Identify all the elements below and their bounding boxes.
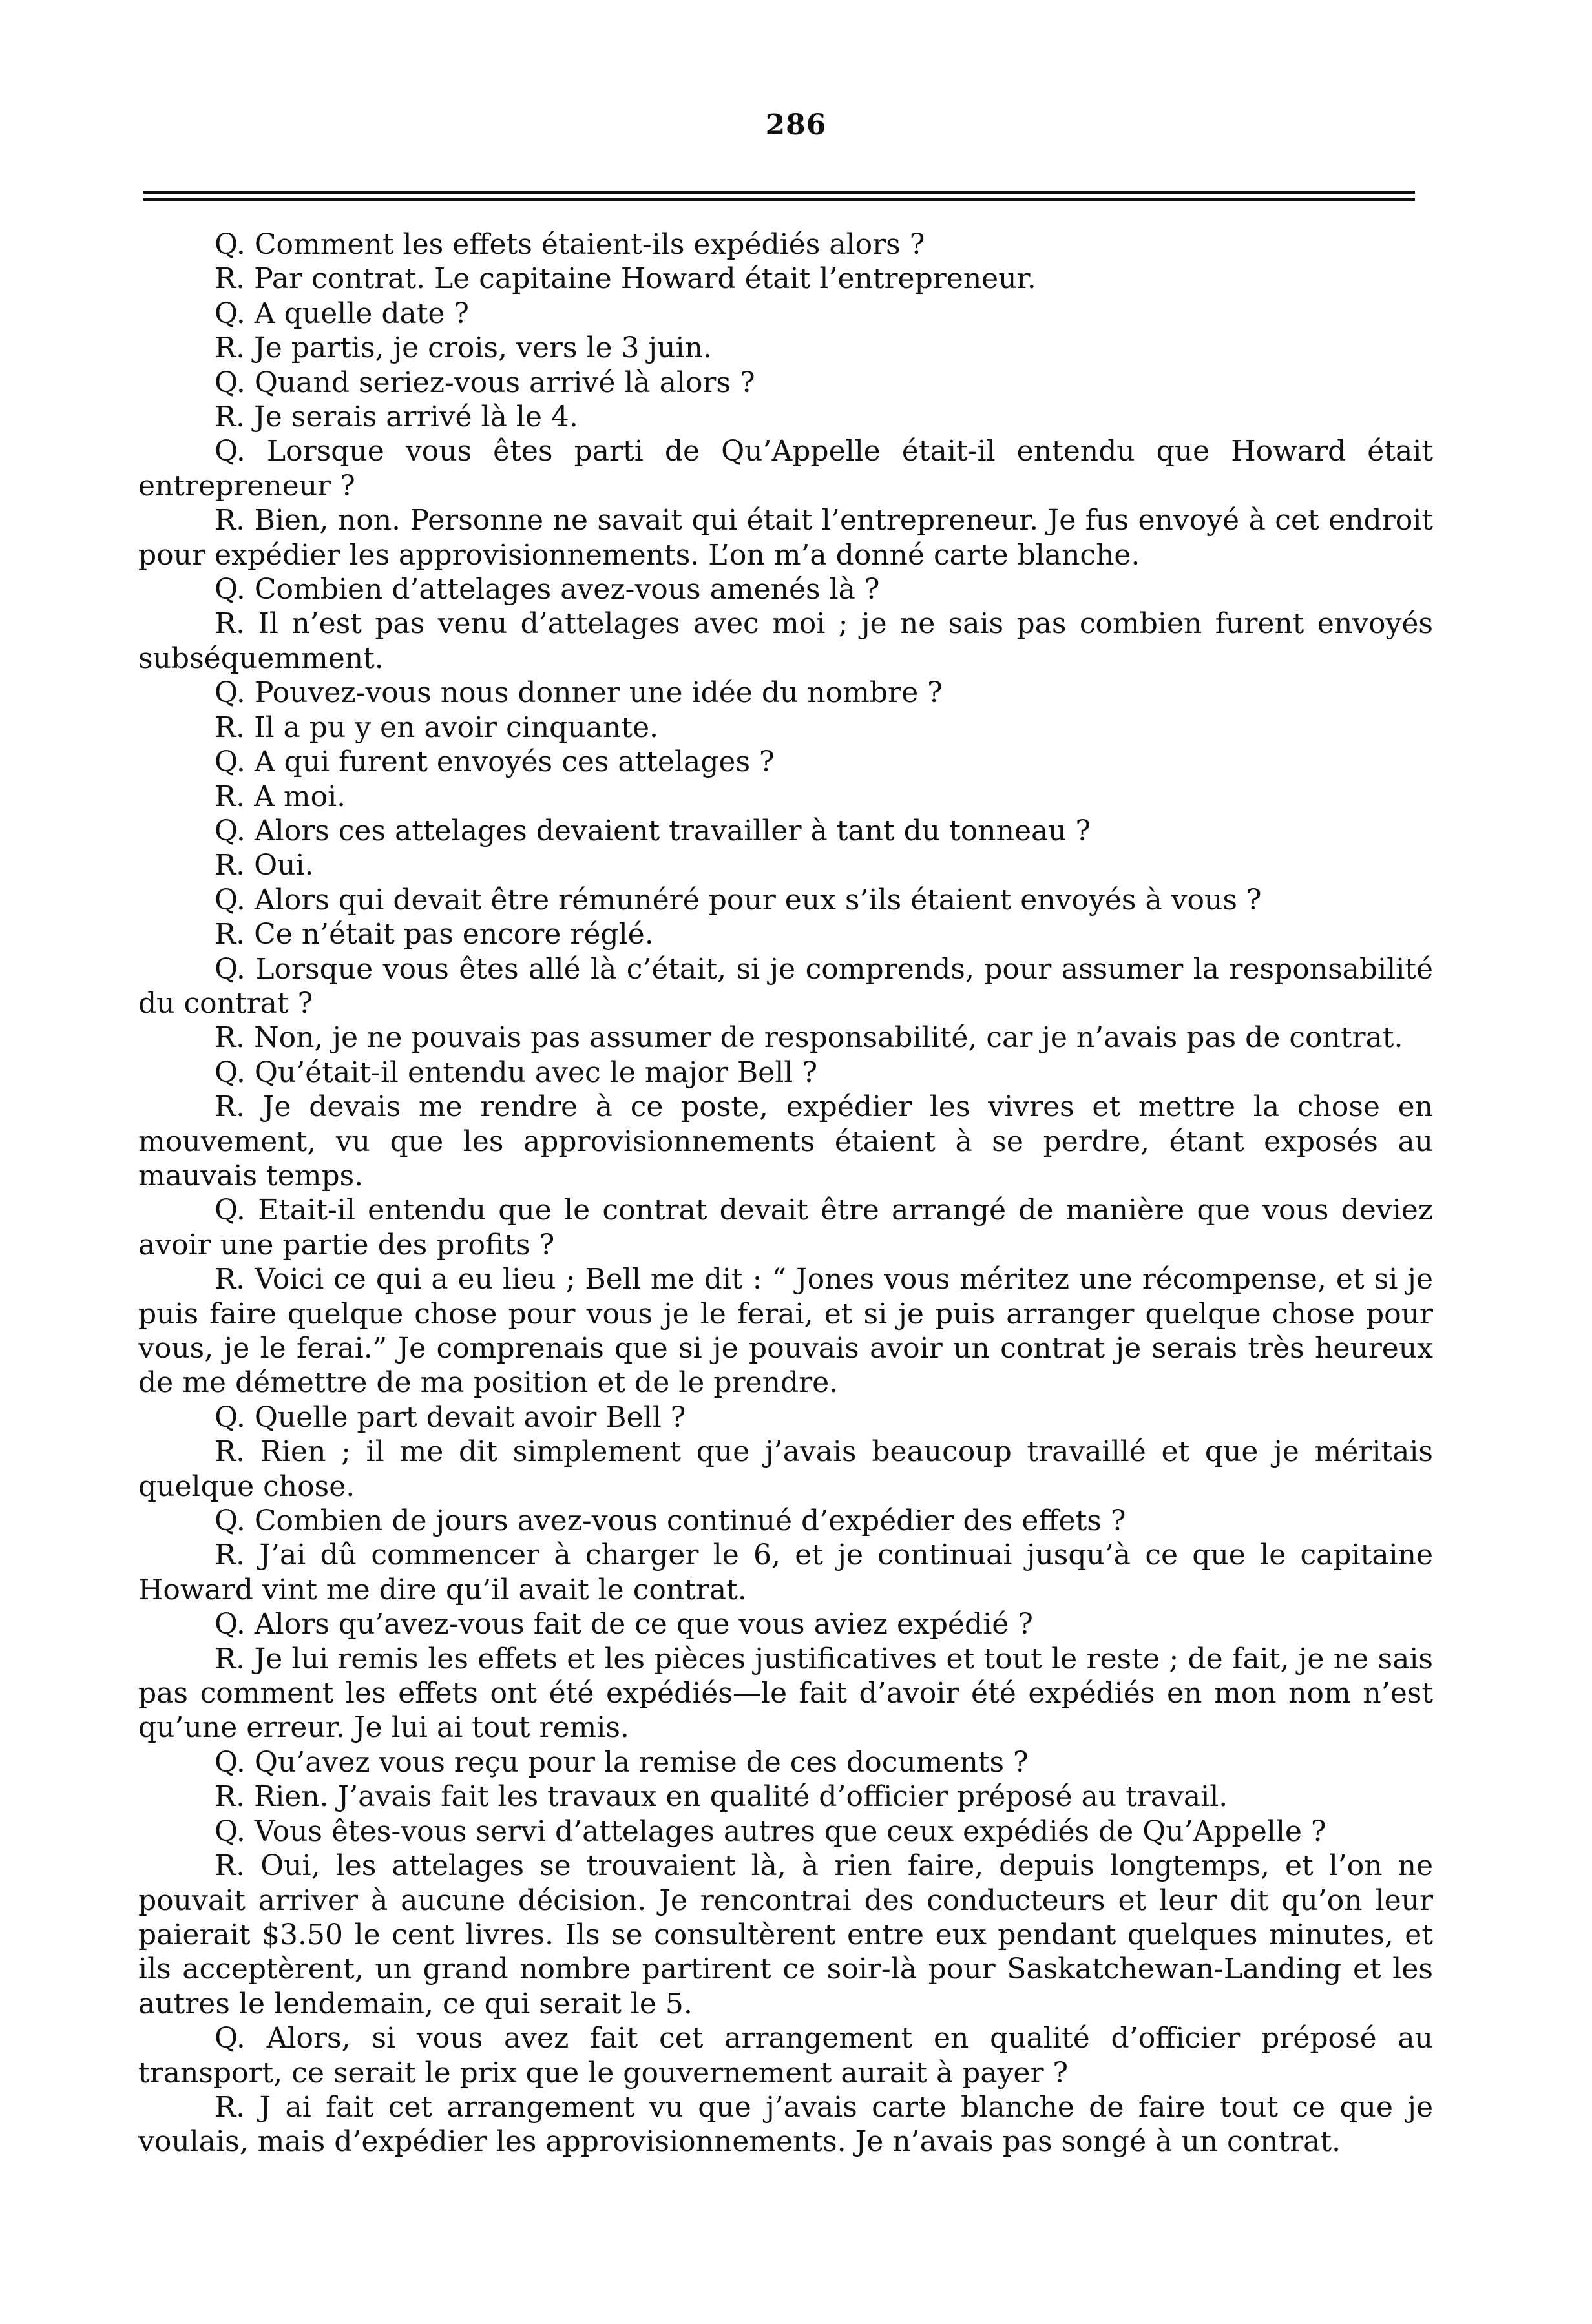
paragraph: Q. Alors qu’avez-vous fait de ce que vous aviez expédié ? [215,1608,1033,1641]
paragraph: Q. Quelle part devait avoir Bell ? [215,1400,686,1434]
paragraph: Q. Alors ces attelages devaient travailler à tant du tonneau ? [215,814,1091,847]
paragraph: R. Je devais me rendre à ce poste, expédier les vivres et mettre la chose en mouvement, vu que les approvisionnements étaient à se perdre, étant exposés au mauvais temps. [138,1090,1433,1192]
testimony-text [138,227,1433,2159]
paragraph: Q. Quand seriez-vous arrivé là alors ? [215,366,755,399]
paragraph: R. Ce n’était pas encore réglé. [215,918,654,951]
paragraph: Q. Qu’avez vous reçu pour la remise de ces documents ? [215,1745,1029,1779]
header-rule-bottom [143,198,1415,201]
paragraph: Q. Comment les effets étaient-ils expédiés alors ? [215,228,925,261]
header-rule-top [143,191,1415,194]
paragraph: Q. Combien de jours avez-vous continué d’expédier des effets ? [215,1504,1126,1538]
paragraph: R. J ai fait cet arrangement vu que j’avais carte blanche de faire tout ce que je voulais, mais d’expédier les approvisionnements. Je n’avais pas songé à un contrat. [138,2090,1433,2159]
paragraph: R. Bien, non. Personne ne savait qui était l’entrepreneur. Je fus envoyé à cet endroit pour expédier les approvisionnements. L’on m’a donné carte blanche. [138,504,1433,572]
paragraph: R. Je serais arrivé là le 4. [215,400,578,434]
paragraph: Q. Combien d’attelages avez-vous amenés là ? [215,573,880,607]
paragraph: Q. Lorsque vous êtes allé là c’était, si je comprends, pour assumer la responsabilité du contrat ? [138,952,1433,1020]
paragraph: Q. Lorsque vous êtes parti de Qu’Appelle était-il entendu que Howard était entrepreneur ? [138,435,1433,503]
paragraph: R. Il a pu y en avoir cinquante. [215,711,658,744]
paragraph: Q. A quelle date ? [215,296,470,330]
paragraph: R. J’ai dû commencer à charger le 6, et je continuai jusqu’à ce que le capitaine Howard vint me dire qu’il avait le contrat. [138,1539,1433,1606]
paragraph: R. Je lui remis les effets et les pièces justificatives et tout le reste ; de fait, je ne sais pas comment les effets ont été expédiés—le fait d’avoir été expédiés en mon nom n’est qu’une erreur. Je lui ai tout remis. [138,1642,1433,1745]
page-number: 286 [765,109,827,141]
paragraph: R. Rien. J’avais fait les travaux en qualité d’officier préposé au travail. [215,1780,1228,1814]
paragraph: Q. Alors qui devait être rémunéré pour eux s’ils étaient envoyés à vous ? [215,883,1262,917]
paragraph: Q. Vous êtes-vous servi d’attelages autres que ceux expédiés de Qu’Appelle ? [215,1814,1326,1848]
paragraph: Q. Alors, si vous avez fait cet arrangement en qualité d’officier préposé au transport, ce serait le prix que le gouvernement aurait à payer ? [138,2022,1433,2090]
paragraph: R. Je partis, je crois, vers le 3 juin. [215,331,712,365]
paragraph: Q. Etait-il entendu que le contrat devait être arrangé de manière que vous deviez avoir une partie des profits ? [138,1194,1433,1261]
paragraph: R. Voici ce qui a eu lieu ; Bell me dit : “ Jones vous méritez une récompense, et si je puis faire quelque chose pour vous je le ferai, et si je puis arranger quelque chose pour vous, je le ferai.” Je comprenais que si je pouvais avoir un contrat je serais très heureux de me démettre de ma position et de le prendre. [138,1263,1433,1400]
paragraph: Q. Qu’était-il entendu avec le major Bell ? [215,1055,817,1089]
paragraph: R. Non, je ne pouvais pas assumer de responsabilité, car je n’avais pas de contrat. [215,1021,1403,1055]
paragraph: R. Rien ; il me dit simplement que j’avais beaucoup travaillé et que je méritais quelque chose. [138,1435,1433,1503]
paragraph: R. Oui, les attelages se trouvaient là, à rien faire, depuis longtemps, et l’on ne pouvait arriver à aucune décision. Je rencontrai des conducteurs et leur dit qu’on leur paierait $3.50 le cent livres. Ils se consultèrent entre eux pendant quelques minutes, et ils acceptèrent, un grand nombre partirent ce soir-là pour Saskatchewan-Landing et les autres le lendemain, ce qui serait le 5. [138,1849,1433,2020]
paragraph: R. A moi. [215,780,346,813]
paragraph: R. Par contrat. Le capitaine Howard était l’entrepreneur. [215,262,1036,296]
paragraph: Q. Pouvez-vous nous donner une idée du nombre ? [215,676,943,710]
paragraph: R. Oui. [215,849,314,882]
paragraph: Q. A qui furent envoyés ces attelages ? [215,745,775,779]
paragraph: R. Il n’est pas venu d’attelages avec moi ; je ne sais pas combien furent envoyés subséquemment. [138,607,1433,675]
